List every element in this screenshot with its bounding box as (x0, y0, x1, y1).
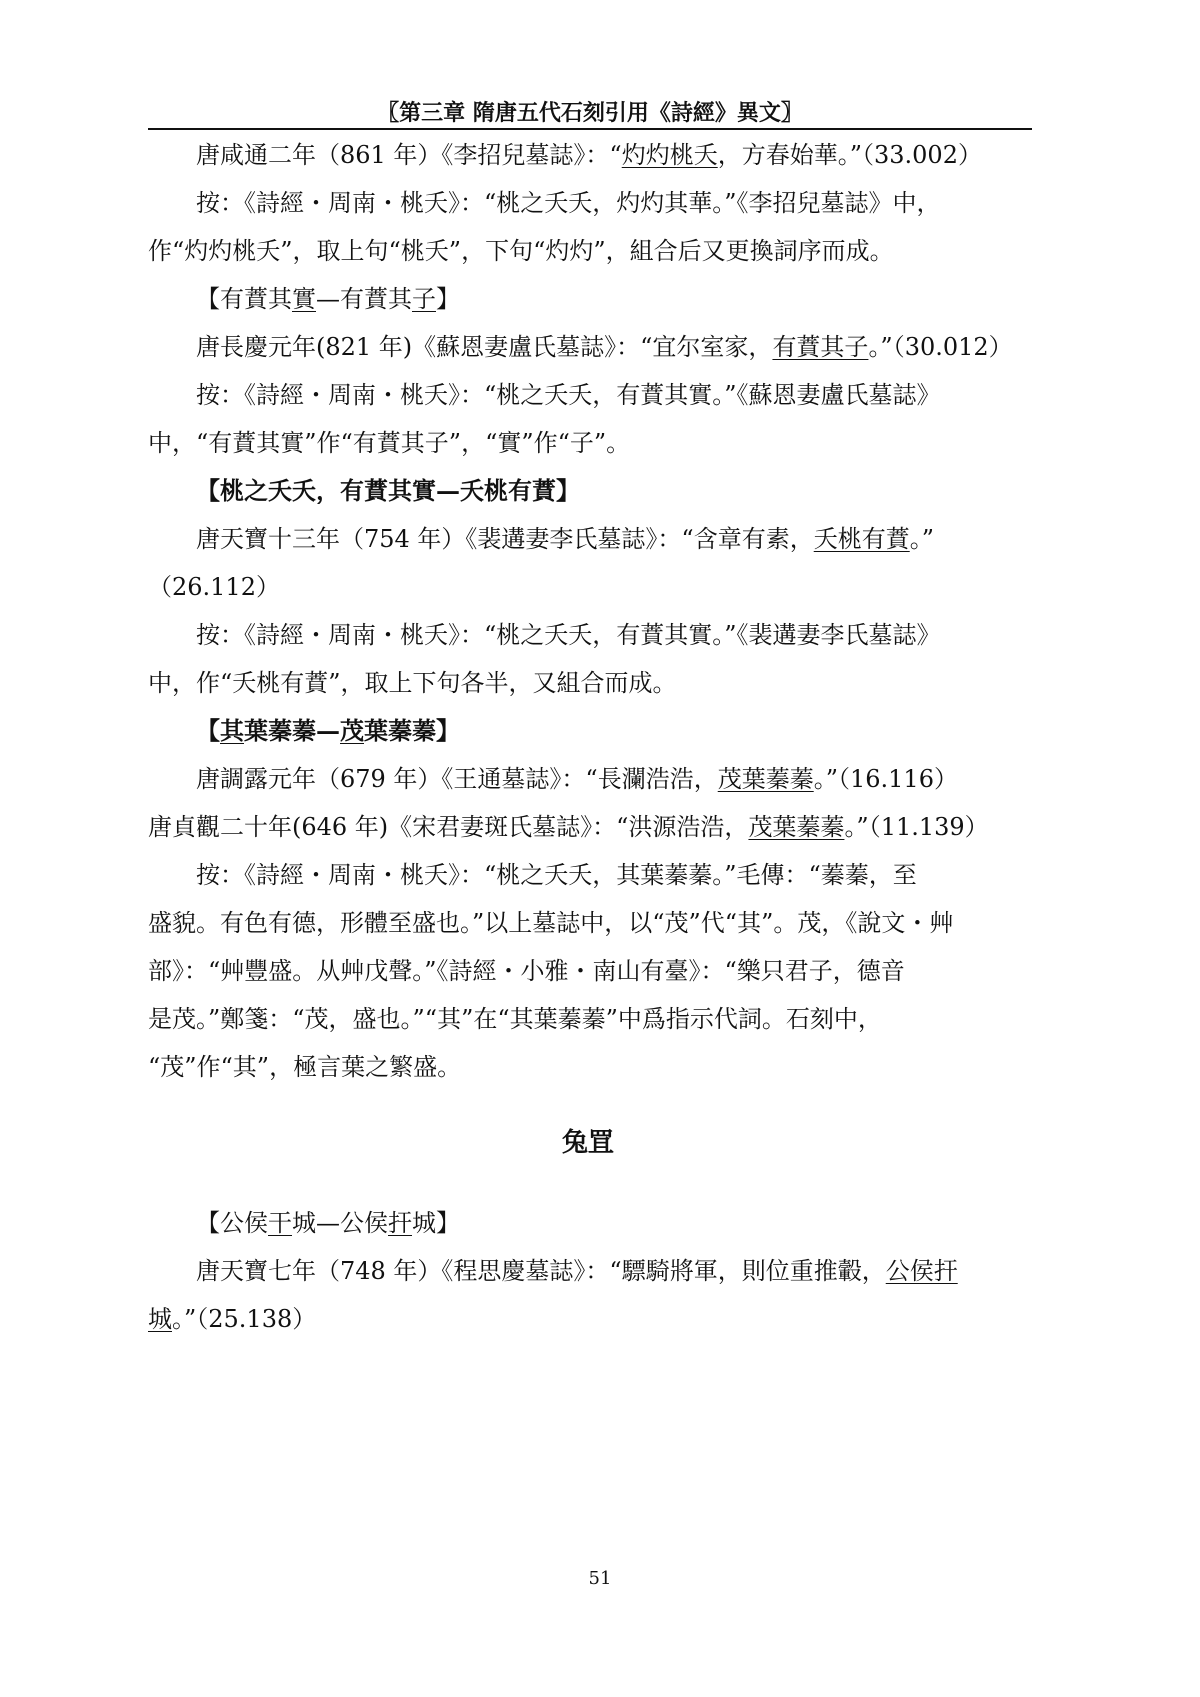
text: 。”（11.139） (844, 814, 989, 840)
text: 。”（25.138） (172, 1306, 317, 1332)
text: 【 (196, 718, 220, 744)
paragraph-line: 按：《詩經・周南・桃夭》：“桃之夭夭，其葉蓁蓁。”毛傳：“蓁蓁，至 (196, 862, 917, 888)
paragraph-line (148, 1306, 1028, 1332)
paragraph-line (148, 334, 1028, 360)
text: —有蕡其 (316, 286, 412, 312)
paragraph-line (148, 1258, 1028, 1284)
text: 。”（16.116） (813, 766, 958, 792)
paragraph-line: 按：《詩經・周南・桃夭》：“桃之夭夭，有蕡其實。”《蘇恩妻盧氏墓誌》 (196, 382, 941, 408)
underlined-text: 灼灼桃夭 (621, 142, 718, 168)
running-header: 〖第三章 隋唐五代石刻引用《詩經》異文〗 (377, 101, 803, 126)
text: 。” (909, 526, 934, 552)
text: 唐長慶元年(821 年)《蘇恩妻盧氏墓誌》：“宜尔室家， (196, 334, 773, 360)
text: 】 (436, 286, 460, 312)
page-number: 51 (588, 1568, 612, 1589)
underlined-text: 有蕡其子 (772, 334, 869, 360)
paragraph-line: 中，作“夭桃有蕡”，取上下句各半，又組合而成。 (148, 670, 677, 696)
text: 唐貞觀二十年(646 年)《宋君妻斑氏墓誌》：“洪源浩浩， (148, 814, 749, 840)
underlined-text: 子 (412, 286, 436, 312)
underlined-text: 茂葉蓁蓁 (717, 766, 814, 792)
text: 城】 (412, 1210, 460, 1236)
paragraph-line: 中，“有蕡其實”作“有蕡其子”，“實”作“子”。 (148, 430, 631, 456)
underlined-text: 其 (220, 718, 244, 744)
paragraph-line: “茂”作“其”，極言葉之繁盛。 (148, 1054, 462, 1080)
underlined-text: 茂 (340, 718, 364, 744)
underlined-text: 城 (148, 1306, 172, 1332)
text: ，方春始華。”（33.002） (717, 142, 982, 168)
underlined-text: 茂葉蓁蓁 (748, 814, 845, 840)
section-title: 兔罝 (561, 1128, 614, 1158)
header-rule (148, 128, 1032, 130)
paragraph-line: （26.112） (148, 574, 280, 600)
paragraph-line: 盛貌。有色有德，形體至盛也。”以上墓誌中，以“茂”代“其”。茂，《說文・艸 (148, 910, 954, 936)
paragraph-line: 按：《詩經・周南・桃夭》：“桃之夭夭，有蕡其實。”《裴遘妻李氏墓誌》 (196, 622, 941, 648)
paragraph-line: 作“灼灼桃夭”，取上句“桃夭”，下句“灼灼”，組合后又更換詞序而成。 (148, 238, 894, 264)
text: 唐天寶七年（748 年）《程思慶墓誌》：“驃騎將軍，則位重推轂， (196, 1258, 886, 1284)
paragraph-line: 是茂。”鄭箋：“茂，盛也。”“其”在“其葉蓁蓁”中爲指示代詞。石刻中， (148, 1006, 882, 1032)
text: 城—公侯 (292, 1210, 388, 1236)
entry-heading: 【桃之夭夭，有蕡其實—夭桃有蕡】 (196, 478, 580, 504)
text: 。”（30.012） (868, 334, 1013, 360)
page-body (148, 142, 1028, 1332)
text: 葉蓁蓁】 (364, 718, 460, 744)
text: 唐天寶十三年（754 年）《裴遘妻李氏墓誌》：“含章有素， (196, 526, 814, 552)
paragraph-line (148, 766, 1028, 792)
underlined-text: 干 (268, 1210, 292, 1236)
paragraph-line (148, 814, 1028, 840)
text: 【有蕡其 (196, 286, 292, 312)
underlined-text: 扞 (388, 1210, 412, 1236)
text: 唐咸通二年（861 年）《李招兒墓誌》：“ (196, 142, 622, 168)
text: 葉蓁蓁— (244, 718, 340, 744)
paragraph-line: 部》：“艸豐盛。从艸戊聲。”《詩經・小雅・南山有臺》：“樂只君子，德音 (148, 958, 905, 984)
entry-heading (148, 286, 1028, 312)
underlined-text: 公侯扞 (885, 1258, 958, 1284)
text: 唐調露元年（679 年）《王通墓誌》：“長瀾浩浩， (196, 766, 718, 792)
underlined-text: 實 (292, 286, 316, 312)
text: 【公侯 (196, 1210, 268, 1236)
entry-heading (148, 1210, 1028, 1236)
paragraph-line (148, 142, 1028, 168)
paragraph-line (148, 526, 1028, 552)
underlined-text: 夭桃有蕡 (813, 526, 910, 552)
paragraph-line: 按：《詩經・周南・桃夭》：“桃之夭夭，灼灼其華。”《李招兒墓誌》中， (196, 190, 941, 216)
entry-heading (148, 718, 1028, 744)
